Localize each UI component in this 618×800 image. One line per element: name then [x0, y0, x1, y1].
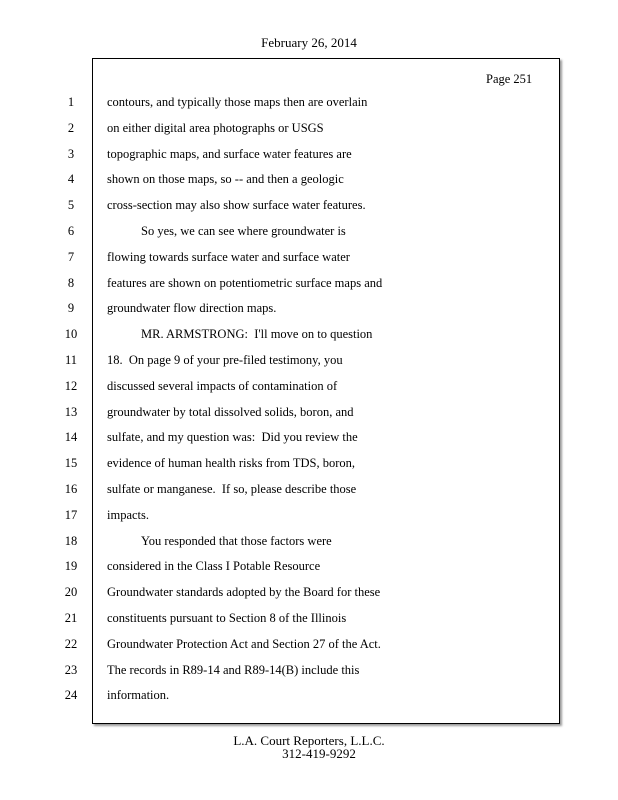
transcript-line-text: sulfate or manganese. If so, please describe those — [107, 482, 357, 496]
page-number: Page 251 — [486, 72, 533, 86]
line-number: 4 — [67, 172, 75, 186]
transcript-line-text: groundwater flow direction maps. — [107, 301, 277, 315]
transcript-line-text: impacts. — [107, 508, 150, 522]
line-number: 16 — [64, 482, 78, 496]
line-number: 22 — [64, 637, 78, 651]
line-number: 21 — [64, 611, 78, 625]
transcript-line-text: flowing towards surface water and surface water — [107, 250, 350, 264]
line-number: 18 — [64, 534, 78, 548]
header-date: February 26, 2014 — [261, 35, 357, 50]
line-number: 12 — [64, 379, 78, 393]
footer-company: L.A. Court Reporters, L.L.C. — [233, 733, 385, 748]
transcript-line-text: topographic maps, and surface water features are — [107, 147, 352, 161]
line-number: 6 — [67, 224, 75, 238]
line-number: 11 — [64, 353, 78, 367]
transcript-line-text: groundwater by total dissolved solids, boron, and — [107, 405, 354, 419]
line-number: 2 — [67, 121, 75, 135]
line-number: 5 — [67, 198, 75, 212]
line-number: 1 — [67, 95, 75, 109]
transcript-line-text: considered in the Class I Potable Resource — [107, 559, 321, 573]
line-number: 9 — [67, 301, 75, 315]
transcript-line-text: discussed several impacts of contamination of — [107, 379, 338, 393]
line-number: 19 — [64, 559, 78, 573]
transcript-line-text: contours, and typically those maps then are overlain — [107, 95, 368, 109]
transcript-line-text: features are shown on potentiometric surface maps and — [107, 276, 383, 290]
transcript-line-text: cross-section may also show surface water features. — [107, 198, 366, 212]
transcript-line-text: on either digital area photographs or USGS — [107, 121, 324, 135]
transcript-line-text: information. — [107, 688, 170, 702]
line-number: 17 — [64, 508, 78, 522]
line-number: 20 — [64, 585, 78, 599]
transcript-line-text: So yes, we can see where groundwater is — [141, 224, 346, 238]
line-number: 14 — [64, 430, 78, 444]
transcript-line-text: sulfate, and my question was: Did you review the — [107, 430, 358, 444]
transcript-line-text: shown on those maps, so -- and then a geologic — [107, 172, 344, 186]
line-number: 10 — [64, 327, 78, 341]
footer-phone: 312-419-9292 — [282, 746, 356, 761]
transcript-line-text: Groundwater Protection Act and Section 27 of the Act. — [107, 637, 381, 651]
transcript-line-text: Groundwater standards adopted by the Board for these — [107, 585, 381, 599]
line-number: 23 — [64, 663, 78, 677]
transcript-line-text: evidence of human health risks from TDS, boron, — [107, 456, 355, 470]
transcript-line-text: The records in R89-14 and R89-14(B) include this — [107, 663, 360, 677]
line-number: 8 — [67, 276, 75, 290]
transcript-line-text: constituents pursuant to Section 8 of the Illinois — [107, 611, 347, 625]
transcript-line-text: 18. On page 9 of your pre-filed testimony, you — [107, 353, 343, 367]
transcript-line-text: You responded that those factors were — [141, 534, 332, 548]
line-number: 24 — [64, 688, 78, 702]
line-number: 3 — [67, 147, 75, 161]
line-number: 15 — [64, 456, 78, 470]
transcript-line-text: MR. ARMSTRONG: I'll move on to question — [141, 327, 373, 341]
line-number: 13 — [64, 405, 78, 419]
line-number: 7 — [67, 250, 75, 264]
